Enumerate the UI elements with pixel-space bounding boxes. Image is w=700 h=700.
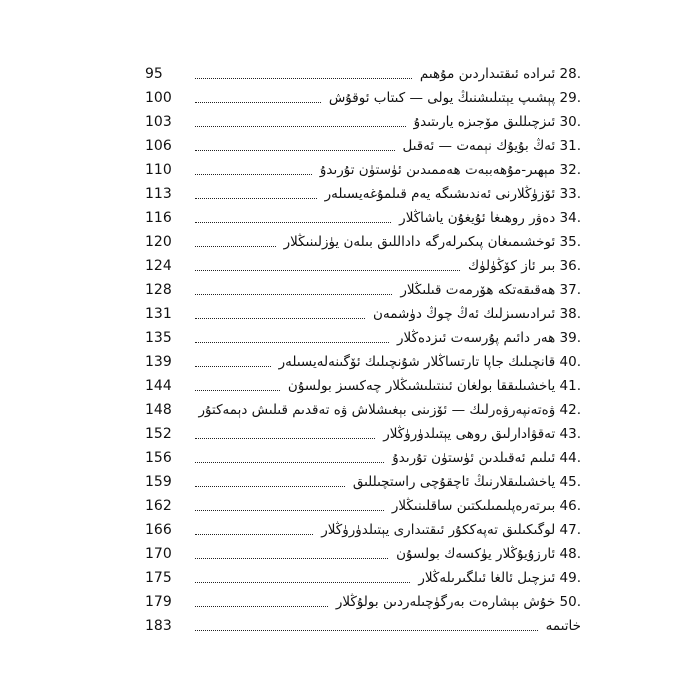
toc-entry-text — [317, 518, 581, 542]
toc-leader-dots — [191, 302, 369, 326]
toc-entry-text — [280, 230, 581, 254]
toc-leader-dots — [191, 278, 396, 302]
toc-entry-text — [464, 254, 581, 278]
toc-leader-dots — [191, 62, 416, 86]
toc-leader-dots — [191, 86, 325, 110]
toc-leader-dots — [191, 542, 392, 566]
toc-entry-title: بىر ئاز كۆڭۈلۈك — [467, 258, 556, 274]
toc-entry-number: 47. — [559, 522, 581, 538]
toc-page-number: 128 — [145, 282, 172, 298]
toc-leader-dots — [191, 398, 195, 422]
toc-page-number: 175 — [145, 570, 172, 586]
toc-page-number: 95 — [145, 66, 163, 82]
toc-page-number: 139 — [145, 354, 172, 370]
toc-page-number: 131 — [145, 306, 172, 322]
toc-page-number: 100 — [145, 90, 172, 106]
toc-leader-dots — [191, 254, 464, 278]
toc-leader-dots — [191, 230, 280, 254]
toc-page-number: 162 — [145, 498, 172, 514]
toc-entry-title: ياخشىلىقلارنىڭ ئاچقۇچى راستچىللىق — [352, 474, 556, 490]
toc-page-number: 106 — [145, 138, 172, 154]
table-of-contents — [145, 62, 581, 638]
toc-page-number: 179 — [145, 594, 172, 610]
toc-entry-number: 32. — [559, 162, 581, 178]
toc-entry-number: 31. — [559, 138, 581, 154]
toc-page-number: 135 — [145, 330, 172, 346]
toc-page-number: 110 — [145, 162, 172, 178]
toc-entry — [145, 542, 581, 566]
toc-entry-text — [275, 350, 581, 374]
toc-leader-dots — [191, 422, 379, 446]
toc-page-number: 124 — [145, 258, 172, 274]
toc-entry-number: 37. — [559, 282, 581, 298]
toc-leader-dots — [191, 566, 414, 590]
toc-entry-text — [542, 614, 581, 638]
toc-page-number: 170 — [145, 546, 172, 562]
toc-entry-title: ئىرادە ئىقتىداردىن مۇھىم — [419, 66, 556, 82]
toc-entry-number: 36. — [559, 258, 581, 274]
toc-page-number: 144 — [145, 378, 172, 394]
toc-page-number: 148 — [145, 402, 172, 418]
toc-leader-dots — [191, 518, 317, 542]
toc-entry — [145, 422, 581, 446]
toc-leader-dots — [191, 614, 542, 638]
toc-entry-title: پېشىپ يېتىلىشنىڭ يولى — كىتاب ئوقۇش — [328, 90, 556, 106]
toc-entry-title: ھەر دائىم پۇرسەت ئىزدەڭلار — [397, 330, 556, 346]
toc-entry-title: خاتىمە — [545, 618, 581, 634]
toc-leader-dots — [191, 206, 395, 230]
toc-entry-title: ياخشىلىققا بولغان ئىنتىلىشىڭلار چەكسىز بولسۇن — [287, 378, 556, 394]
toc-entry-text — [396, 278, 581, 302]
toc-entry-title: قانچىلىك جاپا تارتساڭلار شۇنچىلىك ئۆگىنەلەيسىلەر — [278, 354, 556, 370]
toc-entry — [145, 518, 581, 542]
toc-leader-dots — [191, 158, 316, 182]
toc-entry — [145, 302, 581, 326]
toc-entry-title: ئەڭ بۇيۇك نېمەت — ئەقىل — [402, 138, 556, 154]
toc-entry-title: ئىرادىسىزلىك ئەڭ چوڭ دۈشمەن — [373, 306, 556, 322]
toc-entry-number: 50. — [559, 594, 581, 610]
toc-entry-title: بىرتەرەپلىمىلىكتىن ساقلىنىڭلار — [391, 498, 556, 514]
toc-entry — [145, 326, 581, 350]
toc-leader-dots — [191, 374, 284, 398]
toc-entry — [145, 158, 581, 182]
toc-entry-number: 42. — [559, 402, 581, 418]
toc-entry-text — [332, 590, 581, 614]
toc-entry-title: ئارزۇيۇڭلار يۈكسەك بولسۇن — [396, 546, 556, 562]
toc-entry — [145, 278, 581, 302]
toc-entry-title: لوگىكىلىق تەپەككۇر ئىقتىدارى يېتىلدۈرۈڭلار — [321, 522, 556, 538]
toc-entry — [145, 614, 581, 638]
toc-entry-text — [388, 446, 581, 470]
toc-entry — [145, 254, 581, 278]
toc-entry-text — [349, 470, 581, 494]
toc-leader-dots — [191, 470, 349, 494]
toc-page-number: 183 — [145, 618, 172, 634]
toc-entry-number: 45. — [559, 474, 581, 490]
toc-entry-title: تەقۋادارلىق روھى يېتىلدۈرۈڭلار — [383, 426, 556, 442]
toc-entry-text — [195, 398, 581, 422]
toc-entry-text — [392, 542, 581, 566]
toc-entry-number: 48. — [559, 546, 581, 562]
toc-entry-number: 46. — [559, 498, 581, 514]
toc-entry-number: 44. — [559, 450, 581, 466]
toc-page-number: 152 — [145, 426, 172, 442]
toc-leader-dots — [191, 590, 332, 614]
toc-entry-number: 29. — [559, 90, 581, 106]
toc-entry-number: 41. — [559, 378, 581, 394]
toc-entry-text — [388, 494, 581, 518]
toc-entry-text — [410, 110, 581, 134]
toc-entry-title: ھەقىقەتكە ھۆرمەت قىلىڭلار — [400, 282, 556, 298]
toc-entry-text — [379, 422, 581, 446]
toc-entry-title: ئۆزۈڭلارنى ئەندىشىگە يەم قىلمۇغەيسىلەر — [324, 186, 556, 202]
toc-entry-text — [395, 206, 581, 230]
toc-entry — [145, 134, 581, 158]
toc-entry-title: ئىزچىل ئالغا ئىلگىرىلەڭلار — [418, 570, 556, 586]
toc-page-number: 113 — [145, 186, 172, 202]
toc-page-number: 159 — [145, 474, 172, 490]
toc-entry-number: 38. — [559, 306, 581, 322]
toc-entry-title: ئوخشىمىغان پىكىرلەرگە داداللىق بىلەن يۈزلىنىڭلار — [283, 234, 556, 250]
toc-entry — [145, 590, 581, 614]
toc-entry — [145, 62, 581, 86]
toc-entry-text — [393, 326, 581, 350]
toc-page-number: 116 — [145, 210, 172, 226]
toc-entry — [145, 182, 581, 206]
toc-entry-text — [325, 86, 581, 110]
toc-entry — [145, 470, 581, 494]
toc-entry — [145, 350, 581, 374]
toc-entry-number: 39. — [559, 330, 581, 346]
toc-entry-number: 43. — [559, 426, 581, 442]
toc-leader-dots — [191, 182, 321, 206]
toc-entry-number: 28. — [559, 66, 581, 82]
toc-entry — [145, 206, 581, 230]
toc-entry-title: ۋەتەنپەرۋەرلىك — ئۆزىنى بېغىشلاش ۋە تەقدىم قىلىش دېمەكتۇر — [198, 402, 556, 418]
toc-entry-text — [321, 182, 581, 206]
toc-entry — [145, 566, 581, 590]
toc-entry — [145, 86, 581, 110]
toc-leader-dots — [191, 350, 275, 374]
toc-entry-text — [316, 158, 581, 182]
toc-entry-title: دەۋر روھىغا ئۇيغۇن ياشاڭلار — [399, 210, 556, 226]
toc-entry-number: 49. — [559, 570, 581, 586]
toc-leader-dots — [191, 110, 410, 134]
toc-entry-number: 30. — [559, 114, 581, 130]
toc-entry-text — [369, 302, 581, 326]
toc-entry — [145, 398, 581, 422]
toc-entry — [145, 494, 581, 518]
toc-entry-text — [284, 374, 581, 398]
toc-entry-text — [399, 134, 582, 158]
toc-page-number: 166 — [145, 522, 172, 538]
toc-entry-text — [416, 62, 581, 86]
toc-entry-number: 34. — [559, 210, 581, 226]
toc-page-number: 156 — [145, 450, 172, 466]
toc-entry-title: ئىلىم ئەقىلدىن ئۈستۈن تۇرىدۇ — [392, 450, 556, 466]
toc-entry-number: 33. — [559, 186, 581, 202]
toc-leader-dots — [191, 494, 388, 518]
toc-entry — [145, 374, 581, 398]
toc-entry-title: مېھىر-مۇھەببەت ھەممىدىن ئۈستۈن تۇرىدۇ — [319, 162, 556, 178]
toc-entry-number: 35. — [559, 234, 581, 250]
toc-leader-dots — [191, 446, 388, 470]
toc-entry — [145, 110, 581, 134]
toc-entry-number: 40. — [559, 354, 581, 370]
toc-entry-title: خۇش بېشارەت بەرگۈچىلەردىن بولۇڭلار — [335, 594, 556, 610]
toc-page-number: 103 — [145, 114, 172, 130]
toc-entry — [145, 446, 581, 470]
toc-entry-title: ئىزچىللىق مۆجىزە يارىتىدۇ — [413, 114, 556, 130]
toc-page-number: 120 — [145, 234, 172, 250]
toc-leader-dots — [191, 134, 399, 158]
toc-leader-dots — [191, 326, 393, 350]
toc-entry — [145, 230, 581, 254]
toc-entry-text — [414, 566, 581, 590]
